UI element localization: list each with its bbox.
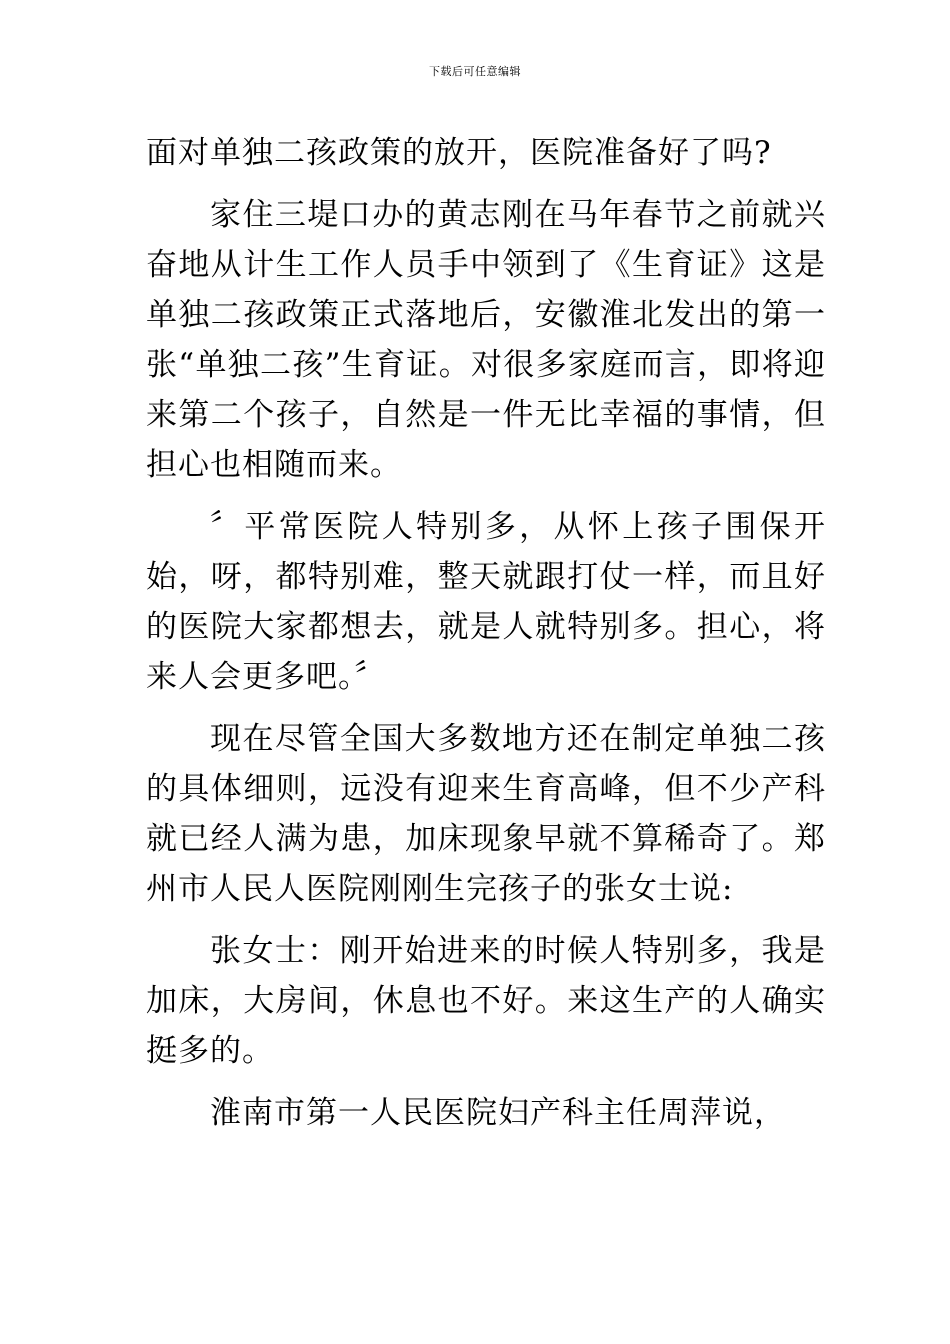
body-paragraph: 家住三堤口办的黄志刚在马年春节之前就兴奋地从计生工作人员手中领到了《生育证》这是单独二孩政策正式落地后，安徽淮北发出的第一张“单独二孩”生育证。对很多家庭而言，即将迎来第二个孩子，自然是一件无比幸福的事情，但担心也相随而来。 (146, 197, 826, 483)
headline-paragraph: 面对单独二孩政策的放开，医院准备好了吗? (146, 135, 772, 171)
interview-paragraph: 张女士：刚开始进来的时候人特别多，我是加床，大房间，休息也不好。来这生产的人确实挺多的。 (146, 933, 826, 1069)
body-paragraph: 现在尽管全国大多数地方还在制定单独二孩的具体细则，远没有迎来生育高峰，但不少产科就已经人满为患，加床现象早就不算稀奇了。郑州市人民人医院刚刚生完孩子的张女士说: (146, 721, 826, 907)
body-paragraph: 淮南市第一人民医院妇产科主任周萍说， (210, 1095, 786, 1131)
page-header-note: 下载后可任意编辑 (429, 65, 521, 78)
document-body (146, 128, 826, 1150)
quote-paragraph: 〞平常医院人特别多，从怀上孩子围保开始，呀，都特别难，整天就跟打仗一样，而且好的医院大家都想去，就是人就特别多。担心，将来人会更多吧。〞 (146, 509, 826, 695)
